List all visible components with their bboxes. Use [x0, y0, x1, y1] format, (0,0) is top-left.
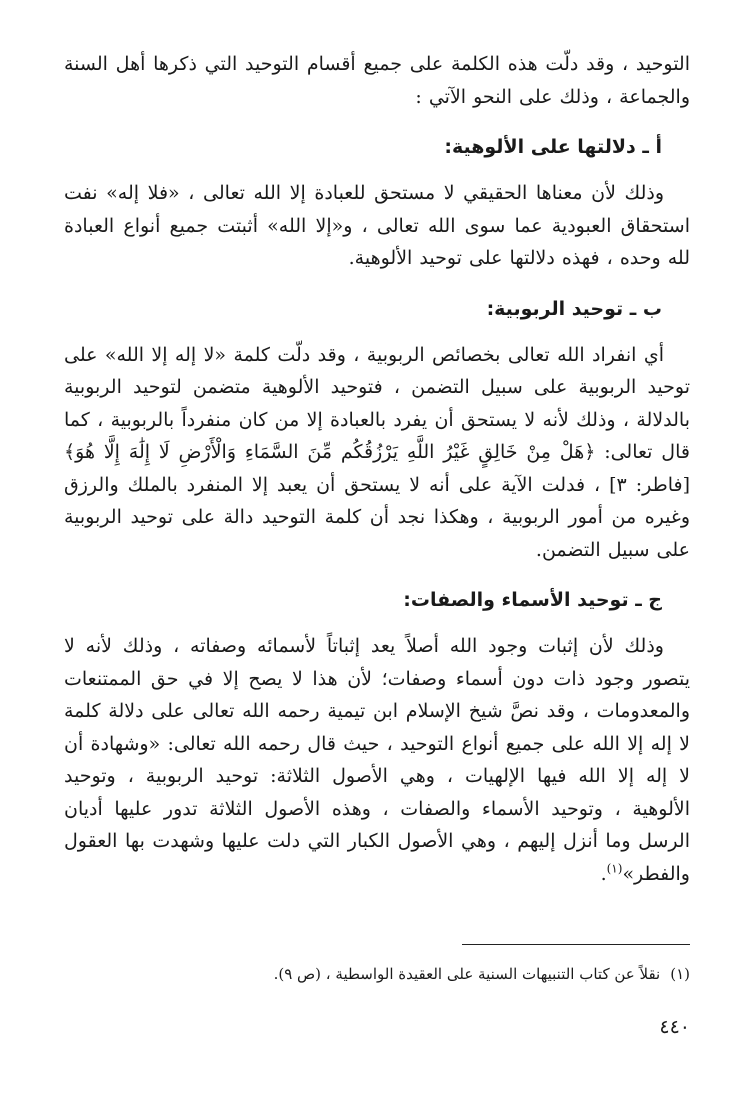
footnote-text: نقلاً عن كتاب التنبيهات السنية على العقيدة الواسطية ، (ص ٩). — [273, 965, 661, 983]
footnote-reference[interactable]: (١) — [606, 861, 623, 876]
intro-paragraph: التوحيد ، وقد دلّت هذه الكلمة على جميع أقسام التوحيد التي ذكرها أهل السنة والجماعة ، وذلك على النحو الآتي : — [64, 53, 690, 108]
section-b-heading: ب ـ توحيد الربوبية: — [486, 297, 662, 320]
page-body — [64, 48, 690, 1059]
footnote-number: (١) — [670, 965, 690, 983]
section-b-paragraph: أي انفراد الله تعالى بخصائص الربوبية ، وقد دلّت كلمة «لا إله إلا الله» على توحيد الربوبية على سبيل التضمن ، فتوحيد الألوهية متضمن لتوحيد الربوبية بالدلالة ، وذلك لأنه لا يستحق أن يفرد بالعبادة إلا من كان منفرداً بالربوبية ، كما قال تعالى: ﴿هَلْ مِنْ خَالِقٍ غَيْرُ اللَّهِ يَرْزُقُكُم مِّنَ السَّمَاءِ وَالْأَرْضِ لَا إِلَٰهَ إِلَّا هُوَ﴾ [فاطر: ٣] ، فدلت الآية على أنه لا يستحق أن يعبد إلا المنفرد بالملك والرزق وغيره من أمور الربوبية ، وهكذا نجد أن كلمة التوحيد دالة على توحيد الربوبية على سبيل التضمن. — [64, 343, 690, 561]
section-a-heading: أ ـ دلالتها على الألوهية: — [444, 136, 662, 158]
footnote — [274, 962, 690, 986]
page-number: ٤٤٠ — [659, 1016, 690, 1038]
footnote-divider — [462, 944, 690, 945]
section-a-paragraph: وذلك لأن معناها الحقيقي لا مستحق للعبادة إلا الله تعالى ، «فلا إله» نفت استحقاق العبودية عما سوى الله تعالى ، و«إلا الله» أثبتت جميع أنواع العبادة لله وحده ، فهذه دلالتها على توحيد الألوهية. — [64, 182, 690, 269]
section-c-paragraph — [64, 630, 690, 890]
section-c-text: وذلك لأن إثبات وجود الله أصلاً يعد إثباتاً لأسمائه وصفاته ، وذلك لأنه لا يتصور وجود ذات دون أسماء وصفات؛ لأن هذا لا يصح إلا في حق الممتنعات والمعدومات ، وقد نصَّ شيخ الإسلام ابن تيمية رحمه الله تعالى على دلالة كلمة لا إله إلا الله على جميع أنواع التوحيد ، حيث قال رحمه الله تعالى: «وشهادة أن لا إله إلا الله فيها الإلهيات ، وهي الأصول الثلاثة: توحيد الربوبية ، وتوحيد الألوهية ، وتوحيد الأسماء والصفات ، وهذه الأصول الثلاثة تدور عليها أديان الرسل وما أنزل إليهم ، وهي الأصول الكبار التي دلت عليها وشهدت بها العقول والفطر» — [64, 635, 690, 885]
section-c-end: . — [600, 862, 607, 885]
section-c-heading: ج ـ توحيد الأسماء والصفات: — [403, 589, 662, 611]
